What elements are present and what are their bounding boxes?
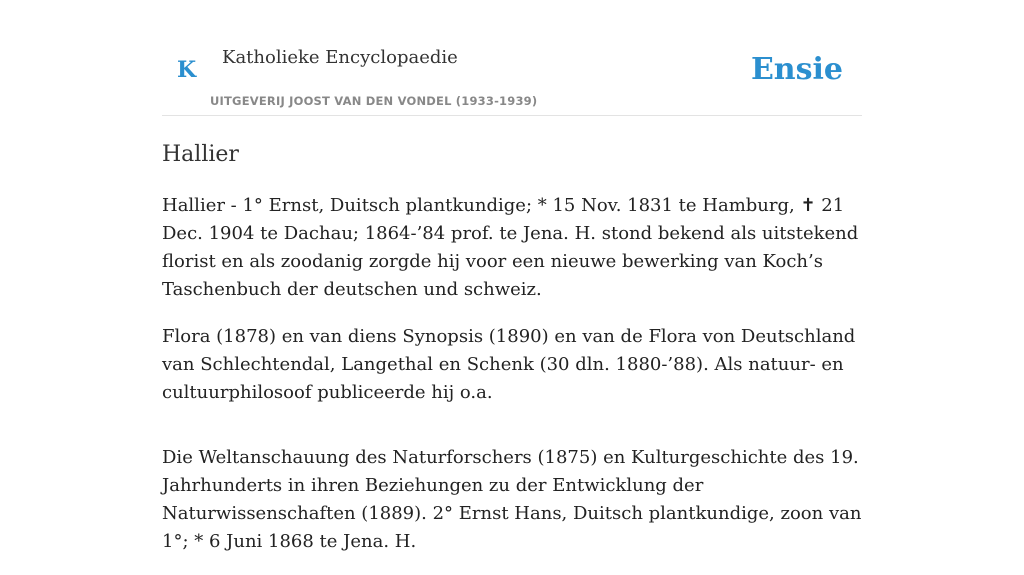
article-paragraph: Die Weltanschauung des Naturforschers (1875) en Kulturgeschichte des 19. Jahrhunderts in ihren Beziehungen zu der Entwicklung der Naturwissenschaften (1889). 2° Ernst Hans, Duitsch plantkundige, zoon van 1°; * 6 Juni 1868 te Jena. H. [162, 447, 862, 552]
publisher-subtitle: UITGEVERIJ JOOST VAN DEN VONDEL (1933-1939) [210, 94, 538, 108]
site-title[interactable]: Katholieke Encyclopaedie [222, 47, 458, 68]
article-title: Hallier [162, 142, 239, 167]
article-paragraph: Flora (1878) en van diens Synopsis (1890) en van de Flora von Deutschland van Schlechtendal, Langethal en Schenk (30 dln. 1880-’88). Als natuur- en cultuurphilosoof publiceerde hij o.a. [162, 326, 856, 403]
encyclopedia-logo[interactable]: K [177, 57, 197, 83]
header-divider [162, 115, 862, 116]
article-body [162, 192, 862, 575]
ensie-logo-link[interactable]: Ensie [750, 52, 843, 87]
article-paragraph: Hallier - 1° Ernst, Duitsch plantkundige; * 15 Nov. 1831 te Hamburg, ✝ 21 Dec. 1904 te Dachau; 1864-’84 prof. te Jena. H. stond bekend als uitstekend florist en als zoodanig zorgde hij voor een nieuwe bewerking van Koch’s Taschenbuch der deutschen und schweiz. [162, 195, 859, 300]
